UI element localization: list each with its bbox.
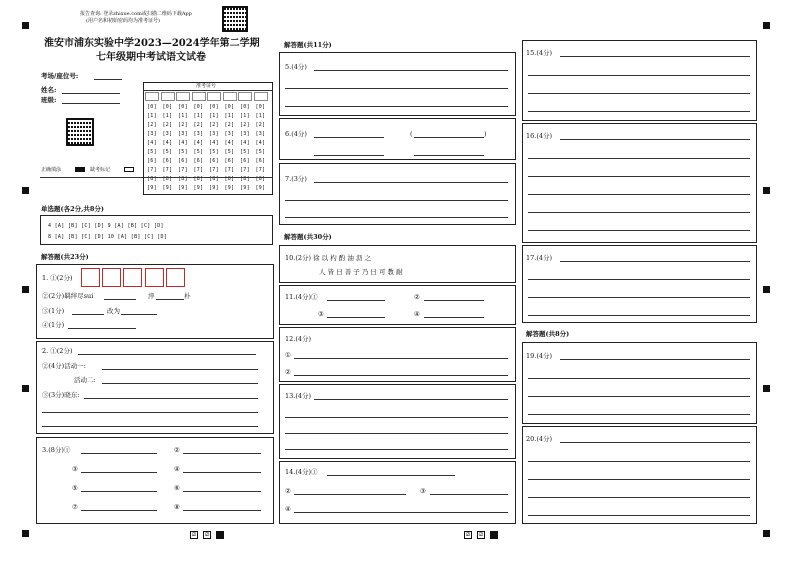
page-code-filled: [490, 531, 498, 539]
id-digit-bubble[interactable]: [7]: [147, 167, 157, 173]
col2-section2-title: 解答题(共30分): [284, 233, 332, 241]
q15-line[interactable]: [528, 75, 750, 76]
q11-line[interactable]: [424, 317, 484, 318]
id-digit-bubble[interactable]: [7]: [255, 167, 266, 173]
side-marker: [763, 187, 770, 194]
id-write-cell[interactable]: [176, 92, 190, 101]
q2-activity2: 活动二:: [74, 376, 96, 384]
id-digit-bubble[interactable]: [1]: [178, 113, 188, 119]
id-digit-bubble[interactable]: [4]: [255, 140, 266, 146]
id-digit-bubble[interactable]: [2]: [224, 122, 235, 128]
q16-line[interactable]: [560, 139, 750, 140]
q14-line[interactable]: [294, 512, 508, 513]
q1-line[interactable]: [72, 314, 104, 315]
mc-row[interactable]: 4 [A] [B] [C] [D] 9 [A] [B] [C] [D]: [48, 223, 164, 229]
q3-item: ⑦: [72, 503, 78, 511]
q17-line[interactable]: [528, 279, 750, 280]
q3-item: ⑥: [174, 484, 180, 492]
id-digit-bubble[interactable]: [4]: [147, 140, 157, 146]
qr-code-icon: [222, 6, 248, 32]
page-code-square: ⧄: [203, 531, 211, 539]
q6-paren-open: (: [410, 130, 413, 138]
id-digit-bubble[interactable]: [7]: [162, 167, 173, 173]
q7-line[interactable]: [314, 182, 508, 183]
q3-line[interactable]: [183, 453, 261, 454]
q19-line[interactable]: [528, 414, 750, 415]
q19-line[interactable]: [560, 359, 750, 360]
id-digit-bubble[interactable]: [4]: [193, 140, 204, 146]
id-box-divider: [143, 90, 273, 91]
id-digit-bubble[interactable]: [6]: [147, 158, 157, 164]
id-digit-bubble[interactable]: [6]: [209, 158, 219, 164]
q11-item: ②: [414, 293, 420, 301]
q11-line[interactable]: [327, 300, 385, 301]
id-digit-bubble[interactable]: [6]: [178, 158, 188, 164]
q15-line[interactable]: [560, 56, 750, 57]
q3-item: ②: [174, 446, 180, 454]
q14-label: 14.(4分)①: [285, 468, 318, 476]
q17-label: 17.(4分): [526, 254, 553, 262]
id-digit-bubble[interactable]: [1]: [255, 113, 266, 119]
q12-label: 12.(4分): [285, 335, 312, 343]
q10-line2: 人 皆 曰 善 子 乃 曰 可 教 耐: [319, 268, 403, 276]
id-digit-bubble[interactable]: [4]: [224, 140, 235, 146]
q1-line[interactable]: [156, 299, 184, 300]
password-note: (用户名和初始密码均为准考证号): [86, 18, 160, 24]
q16-line[interactable]: [528, 176, 750, 177]
q15-line[interactable]: [528, 93, 750, 94]
q6-line[interactable]: [414, 155, 484, 156]
q3-line[interactable]: [81, 453, 157, 454]
q2-part3: ③(3分)晓东:: [42, 391, 80, 399]
q7-box: [279, 163, 516, 225]
id-digit-bubble[interactable]: [2]: [209, 122, 219, 128]
legend-correct: 正确填涂: [41, 167, 62, 173]
q14-item: ③: [420, 487, 426, 495]
q11-item: ③: [318, 310, 324, 318]
school-title: 淮安市浦东实验中学2023—2024学年第二学期: [44, 38, 260, 49]
id-digit-bubble[interactable]: [5]: [178, 149, 188, 155]
id-digit-bubble[interactable]: [4]: [178, 140, 188, 146]
q6-box: [279, 118, 516, 160]
corner-marker: [763, 530, 770, 537]
q14-item: ②: [285, 487, 291, 495]
id-digit-bubble[interactable]: [8]: [240, 176, 250, 182]
q3-label: 3.(8分)①: [42, 446, 71, 454]
q14-line[interactable]: [294, 494, 406, 495]
q3-line[interactable]: [183, 491, 261, 492]
header-rule: [40, 177, 273, 178]
q11-line[interactable]: [424, 300, 484, 301]
q13-box: [279, 384, 516, 459]
q6-label: 6.(4分): [285, 130, 307, 138]
q17-line[interactable]: [528, 297, 750, 298]
id-digit-bubble[interactable]: [7]: [224, 167, 235, 173]
id-box-title: 准考证号: [196, 83, 217, 89]
q3-item: ④: [174, 465, 180, 473]
q2-line[interactable]: [102, 383, 258, 384]
q20-line[interactable]: [528, 479, 750, 480]
id-digit-bubble[interactable]: [0]: [193, 104, 204, 110]
mc-box: [40, 215, 273, 245]
page-code-square: ⧄: [190, 531, 198, 539]
q1-char: 朴: [184, 292, 191, 300]
id-digit-bubble[interactable]: [9]: [224, 185, 235, 191]
legend-missing-mark[interactable]: [124, 167, 134, 172]
page-code-filled: [216, 531, 224, 539]
q16-line[interactable]: [528, 194, 750, 195]
id-write-cell[interactable]: [192, 92, 206, 101]
id-digit-bubble[interactable]: [8]: [178, 176, 188, 182]
id-digit-bubble[interactable]: [1]: [162, 113, 173, 119]
id-digit-bubble[interactable]: [8]: [193, 176, 204, 182]
q19-label: 19.(4分): [526, 352, 553, 360]
q1-char-cell[interactable]: [81, 268, 100, 287]
q2-line[interactable]: [42, 426, 258, 427]
q19-box: [522, 342, 757, 424]
q16-line[interactable]: [528, 230, 750, 231]
q13-line[interactable]: [285, 433, 508, 434]
q3-item: ③: [72, 465, 78, 473]
q2-part2: ②(4分)活动一:: [42, 362, 86, 370]
id-digit-bubble[interactable]: [1]: [240, 113, 250, 119]
id-write-cell[interactable]: [207, 92, 221, 101]
q20-box: [522, 426, 757, 524]
field-seat-label: 考场/座位号:: [41, 72, 79, 80]
q6-line[interactable]: [414, 137, 484, 138]
corner-marker: [22, 530, 29, 537]
q2-line[interactable]: [84, 398, 258, 399]
page-code-square: ⧄: [464, 531, 472, 539]
report-note: 报告查询: 登录zhixue.com或扫描二维码下载App: [80, 11, 192, 17]
id-digit-bubble[interactable]: [9]: [147, 185, 157, 191]
q3-line[interactable]: [81, 472, 157, 473]
id-digit-bubble[interactable]: [2]: [255, 122, 266, 128]
side-marker: [763, 286, 770, 293]
legend-filled-mark: [75, 167, 85, 172]
id-write-cell[interactable]: [145, 92, 159, 101]
q11-label: 11.(4分)①: [285, 293, 318, 301]
q3-line[interactable]: [183, 472, 261, 473]
q13-line[interactable]: [285, 417, 508, 418]
q6-line[interactable]: [314, 137, 384, 138]
q1-char-cell[interactable]: [166, 268, 185, 287]
side-marker: [22, 385, 29, 392]
q10-line1: 10.(2分) 徐 以 杓 酌 油 沥 之: [285, 254, 372, 262]
q7-label: 7.(3分): [285, 175, 307, 183]
id-digit-bubble[interactable]: [0]: [224, 104, 235, 110]
q3-line[interactable]: [183, 510, 261, 511]
q13-line[interactable]: [314, 399, 508, 400]
id-digit-bubble[interactable]: [7]: [209, 167, 219, 173]
side-marker: [22, 187, 29, 194]
field-name-line[interactable]: [62, 93, 120, 94]
id-digit-bubble[interactable]: [7]: [240, 167, 250, 173]
q5-line[interactable]: [314, 70, 508, 71]
q7-line[interactable]: [285, 217, 508, 218]
q12-line[interactable]: [294, 375, 508, 376]
id-digit-bubble[interactable]: [6]: [224, 158, 235, 164]
q1-char: 淬: [148, 292, 155, 300]
col3-section-title: 解答题(共8分): [526, 330, 570, 338]
id-digit-bubble[interactable]: [6]: [193, 158, 204, 164]
q1-part4: ④(1分): [42, 321, 65, 329]
id-digit-bubble[interactable]: [9]: [240, 185, 250, 191]
id-digit-bubble[interactable]: [3]: [147, 131, 157, 137]
q3-item: ⑧: [174, 503, 180, 511]
q1-line[interactable]: [104, 299, 136, 300]
id-digit-bubble[interactable]: [2]: [240, 122, 250, 128]
id-digit-bubble[interactable]: [9]: [162, 185, 173, 191]
id-digit-bubble[interactable]: [6]: [240, 158, 250, 164]
q14-line[interactable]: [327, 475, 455, 476]
exam-title: 七年级期中考试语文试卷: [96, 52, 206, 63]
q6-line[interactable]: [314, 155, 384, 156]
q15-label: 15.(4分): [526, 49, 553, 57]
field-name-label: 姓名:: [41, 86, 57, 94]
id-digit-bubble[interactable]: [2]: [162, 122, 173, 128]
id-digit-bubble[interactable]: [2]: [147, 122, 157, 128]
qr-code-icon: [66, 118, 94, 146]
field-seat-line[interactable]: [94, 79, 122, 80]
id-digit-bubble[interactable]: [7]: [193, 167, 204, 173]
mc-row[interactable]: 8 [A] [B] [C] [D] 10 [A] [B] [C] [D]: [48, 234, 168, 240]
col2-section1-title: 解答题(共11分): [284, 41, 332, 49]
id-digit-bubble[interactable]: [5]: [147, 149, 157, 155]
id-digit-bubble[interactable]: [0]: [162, 104, 173, 110]
q12-box: [279, 327, 516, 382]
id-digit-bubble[interactable]: [5]: [255, 149, 266, 155]
q16-box: [522, 123, 757, 243]
q20-line[interactable]: [560, 442, 750, 443]
id-digit-bubble[interactable]: [4]: [240, 140, 250, 146]
id-digit-bubble[interactable]: [3]: [209, 131, 219, 137]
q12-item: ②: [285, 368, 291, 376]
id-digit-bubble[interactable]: [8]: [147, 176, 157, 182]
id-digit-bubble[interactable]: [8]: [209, 176, 219, 182]
id-write-cell[interactable]: [161, 92, 175, 101]
id-digit-bubble[interactable]: [3]: [193, 131, 204, 137]
q1-char-cell[interactable]: [123, 268, 142, 287]
legend-missing: 缺考标记: [90, 167, 111, 173]
id-digit-bubble[interactable]: [9]: [255, 185, 266, 191]
q1-label: 1. ①(2分): [42, 274, 73, 282]
id-digit-bubble[interactable]: [0]: [209, 104, 219, 110]
corner-marker: [22, 22, 29, 29]
q5-line[interactable]: [285, 88, 508, 89]
q1-char-cell[interactable]: [102, 268, 121, 287]
q20-label: 20.(4分): [526, 435, 553, 443]
id-digit-bubble[interactable]: [8]: [224, 176, 235, 182]
q12-line[interactable]: [294, 358, 508, 359]
q14-item: ④: [285, 505, 291, 513]
q13-label: 13.(4分): [285, 392, 312, 400]
q11-line[interactable]: [327, 317, 385, 318]
q2-line[interactable]: [102, 369, 258, 370]
mc-title: 单选题(各2分,共8分): [41, 205, 104, 213]
q17-box: [522, 245, 757, 323]
q16-label: 16.(4分): [526, 132, 553, 140]
q11-box: [279, 285, 516, 325]
id-digit-bubble[interactable]: [9]: [209, 185, 219, 191]
id-digit-bubble[interactable]: [1]: [224, 113, 235, 119]
q1-line[interactable]: [121, 314, 157, 315]
id-digit-bubble[interactable]: [0]: [240, 104, 250, 110]
q5-label: 5.(4分): [285, 63, 307, 71]
side-marker: [22, 286, 29, 293]
id-write-cell[interactable]: [223, 92, 237, 101]
q20-line[interactable]: [528, 461, 750, 462]
id-digit-bubble[interactable]: [3]: [240, 131, 250, 137]
q17-line[interactable]: [560, 261, 750, 262]
corner-marker: [763, 22, 770, 29]
q14-line[interactable]: [430, 494, 508, 495]
id-digit-bubble[interactable]: [5]: [209, 149, 219, 155]
q1-part2: ②(2分)羁绊尽sui: [42, 292, 94, 300]
id-write-cell[interactable]: [238, 92, 252, 101]
side-marker: [763, 385, 770, 392]
field-class-line[interactable]: [62, 103, 120, 104]
id-digit-bubble[interactable]: [3]: [224, 131, 235, 137]
q19-line[interactable]: [528, 378, 750, 379]
id-digit-bubble[interactable]: [3]: [162, 131, 173, 137]
id-digit-bubble[interactable]: [5]: [193, 149, 204, 155]
q13-line[interactable]: [285, 449, 508, 450]
q6-paren-close: ): [484, 130, 487, 138]
q10-box: [279, 245, 516, 283]
q20-line[interactable]: [528, 515, 750, 516]
id-digit-bubble[interactable]: [0]: [178, 104, 188, 110]
id-digit-bubble[interactable]: [0]: [255, 104, 266, 110]
id-digit-bubble[interactable]: [1]: [147, 113, 157, 119]
q2-label: 2. ①(2分): [42, 347, 73, 355]
id-digit-bubble[interactable]: [1]: [193, 113, 204, 119]
q19-line[interactable]: [528, 396, 750, 397]
id-digit-bubble[interactable]: [0]: [147, 104, 157, 110]
q11-item: ④: [414, 310, 420, 318]
id-digit-bubble[interactable]: [2]: [178, 122, 188, 128]
page-code-square: ⧄: [477, 531, 485, 539]
id-digit-bubble[interactable]: [3]: [255, 131, 266, 137]
id-digit-bubble[interactable]: [4]: [209, 140, 219, 146]
q3-item: ⑤: [72, 484, 78, 492]
q1-char-cell[interactable]: [145, 268, 164, 287]
q1-change: 改为: [107, 307, 120, 315]
q3-line[interactable]: [81, 491, 157, 492]
id-digit-bubble[interactable]: [5]: [224, 149, 235, 155]
q15-line[interactable]: [528, 111, 750, 112]
id-digit-bubble[interactable]: [9]: [193, 185, 204, 191]
q7-line[interactable]: [285, 200, 508, 201]
id-digit-bubble[interactable]: [2]: [193, 122, 204, 128]
id-digit-bubble[interactable]: [3]: [178, 131, 188, 137]
col1-section-title: 解答题(共23分): [41, 253, 89, 261]
id-digit-bubble[interactable]: [7]: [178, 167, 188, 173]
q16-line[interactable]: [528, 158, 750, 159]
q17-line[interactable]: [528, 315, 750, 316]
q16-line[interactable]: [528, 212, 750, 213]
id-digit-bubble[interactable]: [6]: [162, 158, 173, 164]
id-digit-bubble[interactable]: [5]: [162, 149, 173, 155]
q1-part3: ③(1分): [42, 307, 65, 315]
field-class-label: 班级:: [41, 96, 57, 104]
q2-line[interactable]: [42, 412, 258, 413]
id-digit-bubble[interactable]: [8]: [162, 176, 173, 182]
q3-line[interactable]: [81, 510, 157, 511]
q12-item: ①: [285, 351, 291, 359]
q1-line[interactable]: [68, 328, 136, 329]
id-digit-bubble[interactable]: [5]: [240, 149, 250, 155]
q20-line[interactable]: [528, 497, 750, 498]
id-digit-bubble[interactable]: [9]: [178, 185, 188, 191]
q15-box: [522, 40, 757, 121]
id-digit-bubble[interactable]: [6]: [255, 158, 266, 164]
id-digit-bubble[interactable]: [8]: [255, 176, 266, 182]
id-digit-bubble[interactable]: [4]: [162, 140, 173, 146]
q5-line[interactable]: [285, 106, 508, 107]
id-digit-bubble[interactable]: [1]: [209, 113, 219, 119]
id-write-cell[interactable]: [254, 92, 268, 101]
q2-line[interactable]: [78, 354, 256, 355]
